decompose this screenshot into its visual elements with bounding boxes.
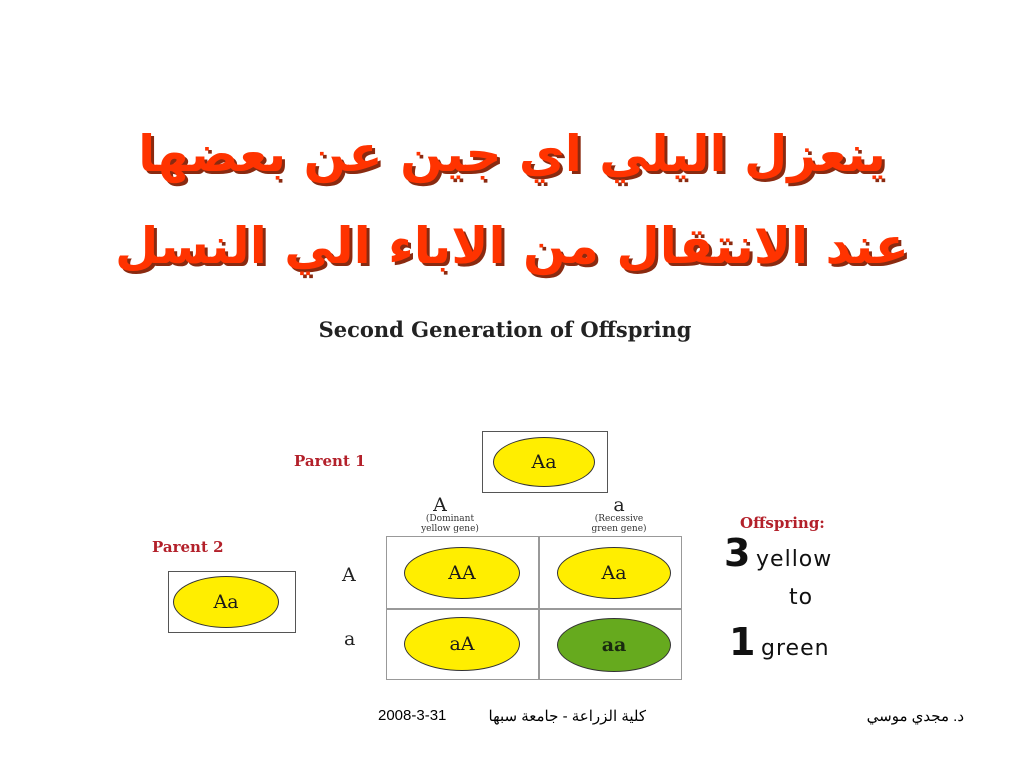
punnett-divider-horizontal [386, 608, 682, 610]
slide-title [60, 108, 964, 292]
row-allele-1: A [342, 564, 356, 586]
slide-title-line-2: عند الانتقال من الاباء الي النسل [115, 217, 909, 275]
ratio-yellow-count: 3 [724, 531, 751, 575]
row-allele-2: a [344, 628, 356, 650]
figure-title: Second Generation of Offspring [318, 317, 692, 342]
footer-author: د. مجدي موسي [866, 708, 964, 725]
parent-2-genotype-circle [173, 576, 279, 628]
column-note-2-line-2: green gene) [591, 524, 647, 534]
punnett-cell-aa-label: aa [601, 634, 627, 656]
punnett-cell-AA-label: AA [448, 562, 476, 584]
punnett-cell-AA [404, 547, 520, 599]
slide-title-line-1: ينعزل اليلي اي جين عن بعضها [138, 125, 886, 183]
punnett-cell-Aa-label: Aa [601, 562, 627, 584]
punnett-cell-aA [404, 617, 520, 671]
footer-institution: كلية الزراعة - جامعة سبها [488, 708, 646, 725]
parent-2-label: Parent 2 [152, 538, 224, 556]
parent-2-box [168, 571, 296, 633]
ratio-to: to [789, 585, 814, 610]
punnett-cell-Aa [557, 547, 671, 599]
column-note-2-line-1: (Recessive [594, 514, 644, 524]
ratio-yellow-word: yellow [756, 547, 833, 572]
column-allele-2: a [613, 494, 625, 516]
ratio-green-word: green [761, 636, 830, 661]
column-allele-1: A [433, 494, 447, 516]
ratio-green [729, 620, 830, 664]
column-note-1 [400, 514, 500, 534]
offspring-label: Offspring: [740, 514, 825, 532]
ratio-yellow [724, 531, 832, 575]
column-note-2 [569, 514, 669, 534]
ratio-green-count: 1 [729, 620, 756, 664]
column-note-1-line-1: (Dominant [425, 514, 475, 524]
parent-1-label: Parent 1 [294, 452, 366, 470]
column-note-1-line-2: yellow gene) [421, 524, 479, 534]
parent-2-genotype: Aa [213, 591, 239, 613]
parent-1-genotype: Aa [531, 451, 557, 473]
parent-1-genotype-circle [493, 437, 595, 487]
punnett-cell-aA-label: aA [449, 633, 475, 655]
punnett-cell-aa [557, 618, 671, 672]
parent-1-box [482, 431, 608, 493]
footer-date: 2008-3-31 [378, 707, 447, 724]
